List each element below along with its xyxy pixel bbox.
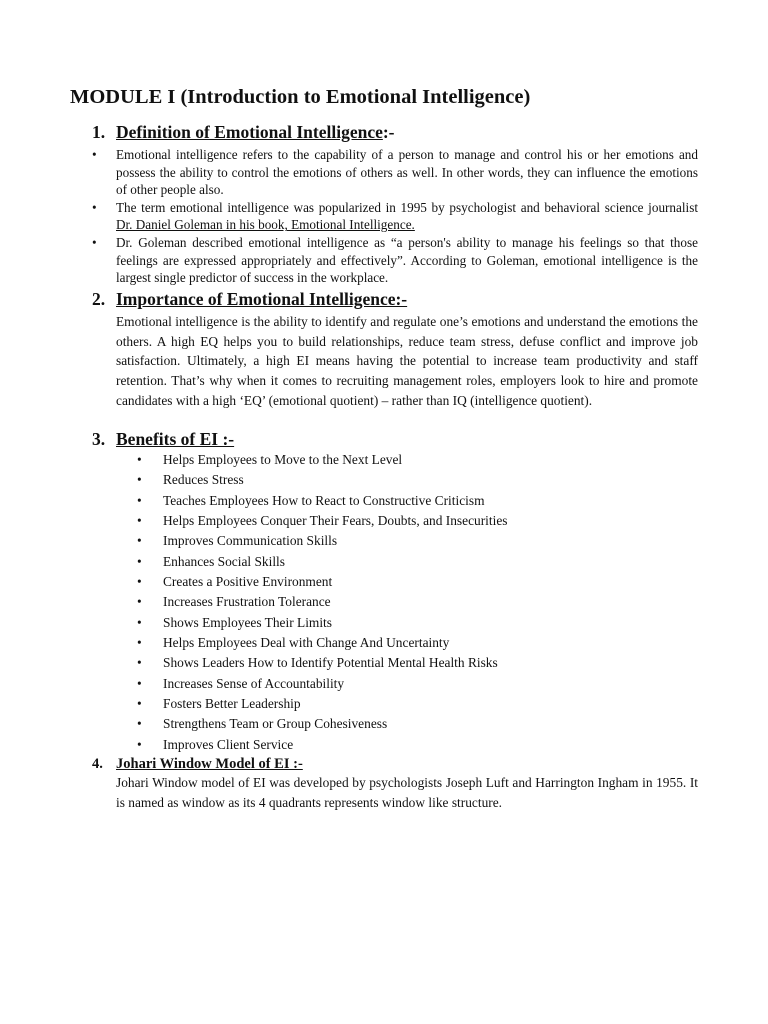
section-1-heading: [92, 122, 395, 143]
bullet-icon: •: [92, 199, 97, 215]
benefit-text: Creates a Positive Environment: [163, 574, 333, 590]
benefit-text: Strengthens Team or Group Cohesiveness: [163, 716, 388, 732]
bullet-icon: •: [137, 452, 142, 467]
section-4-heading: [92, 756, 303, 773]
benefit-text: Shows Leaders How to Identify Potential Mental Health Risks: [163, 655, 498, 671]
list-item: [137, 470, 508, 490]
list-item: [137, 714, 508, 734]
list-item: [137, 694, 508, 714]
bullet-icon: •: [137, 594, 142, 610]
list-item: [137, 572, 508, 592]
list-item: [137, 552, 508, 572]
bullet-icon: •: [137, 716, 142, 732]
list-item: [137, 613, 508, 633]
bullet-icon: •: [92, 147, 97, 162]
module-title: MODULE I (Introduction to Emotional Intelligence): [70, 86, 531, 108]
list-item: [92, 146, 698, 199]
benefit-text: Helps Employees to Move to the Next Level: [163, 452, 403, 467]
benefit-text: Increases Frustration Tolerance: [163, 594, 331, 610]
definition-bullet-list: [92, 146, 698, 287]
benefit-text: Helps Employees Deal with Change And Uncertainty: [163, 635, 450, 651]
list-item: [137, 653, 508, 673]
list-item: [137, 735, 508, 755]
section-4-number: 4.: [92, 756, 103, 772]
bullet-icon: •: [137, 655, 142, 671]
bullet-icon: •: [137, 696, 142, 712]
bullet-icon: •: [137, 513, 142, 529]
bullet-icon: •: [92, 234, 97, 250]
list-item: [137, 592, 508, 612]
list-item: [137, 633, 508, 653]
bullet-icon: •: [137, 492, 142, 508]
bullet-icon: •: [137, 553, 142, 569]
section-3-heading: [92, 429, 234, 450]
johari-paragraph: Johari Window model of EI was developed by psychologists Joseph Luft and Harrington Ingham in 1955. It is named as window as its 4 quadrants represents window like structure.: [116, 775, 698, 810]
section-3-number: 3.: [92, 429, 106, 449]
list-item: [137, 531, 508, 551]
bullet-text: The term emotional intelligence was popularized in 1995 by psychologist and behavioral science journalist: [116, 199, 698, 215]
bullet-text: Emotional intelligence refers to the capability of a person to manage and control his or her emotions and possess the ability to control the emotions of others as well. In other words, they can influence the emotions of other people also.: [116, 147, 698, 198]
benefit-text: Shows Employees Their Limits: [163, 614, 332, 630]
benefit-text: Helps Employees Conquer Their Fears, Doubts, and Insecurities: [163, 513, 508, 529]
bullet-text: Dr. Goleman described emotional intelligence as “a person's ability to manage his feelings so that those feelings are expressed appropriately and effectively”. According to Goleman, emotional intelligence is the largest single predictor of success in the workplace.: [116, 234, 698, 286]
list-item: [137, 511, 508, 531]
section-2-heading: [92, 289, 407, 310]
section-4-title: Johari Window Model of EI :-: [116, 756, 303, 772]
bullet-icon: •: [137, 472, 142, 488]
list-item: [137, 674, 508, 694]
bullet-icon: •: [137, 675, 142, 691]
importance-paragraph: Emotional intelligence is the ability to identify and regulate one’s emotions and understand the emotions the others. A high EQ helps you to build relationships, reduce team stress, defuse conflict and improve job satisfaction. Ultimately, a high EI means having the potential to increase team productivity and staff retention. That’s why when it comes to recruiting management roles, employers look to hire and promote candidates with a high ‘EQ’ (emotional quotient) – rather than IQ (intelligence quotient).: [116, 314, 698, 408]
benefit-text: Improves Communication Skills: [163, 533, 338, 549]
section-2-title: Importance of Emotional Intelligence:-: [116, 289, 408, 309]
section-1-suffix: :-: [382, 122, 395, 142]
list-item: [137, 450, 508, 470]
section-2-number: 2.: [92, 289, 106, 309]
section-3-title: Benefits of EI :-: [116, 429, 235, 449]
bullet-icon: •: [137, 614, 142, 630]
section-1-number: 1.: [92, 122, 106, 142]
underlined-citation: Dr. Daniel Goleman in his book, Emotional Intelligence.: [116, 217, 415, 233]
list-item: [137, 491, 508, 511]
list-item: [92, 199, 698, 234]
list-item: [92, 234, 698, 287]
benefit-text: Reduces Stress: [163, 472, 244, 488]
benefit-text: Teaches Employees How to React to Constructive Criticism: [163, 492, 485, 508]
benefit-text: Enhances Social Skills: [163, 553, 285, 569]
section-1-title: Definition of Emotional Intelligence: [116, 122, 383, 142]
bullet-icon: •: [137, 574, 142, 590]
benefit-text: Increases Sense of Accountability: [163, 675, 345, 691]
benefit-text: Fosters Better Leadership: [163, 696, 301, 712]
bullet-icon: •: [137, 736, 142, 752]
benefits-list: [137, 450, 508, 755]
bullet-icon: •: [137, 533, 142, 549]
bullet-icon: •: [137, 635, 142, 651]
benefit-text: Improves Client Service: [163, 736, 294, 752]
